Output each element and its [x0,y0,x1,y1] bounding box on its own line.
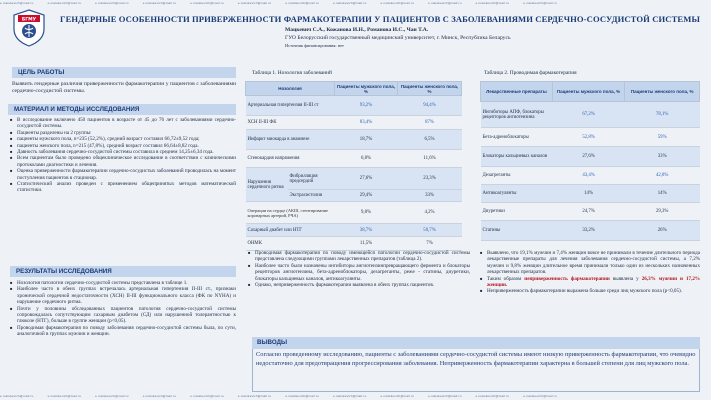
email-text: e.matskevich@mail.ru [285,1,319,5]
email-text: e.matskevich@mail.ru [142,394,177,398]
results-header: РЕЗУЛЬТАТЫ ИССЛЕДОВАНИЯ [10,266,236,277]
email-text: e.matskevich@mail.ru [95,394,129,398]
list-item: ■ Оценка приверженности фармакотерапии сердечно-сосудистых заболеваний проводилась на момент поступления пациентов в стационар. [10,168,236,181]
goal-text: Выявить гендерные различия приверженности фармакотерапии у пациентов с заболеваниями сердечно-сосудистой системы. [12,81,236,95]
table-header: Пациенты мужского пола, % [552,82,625,102]
university-logo [12,9,46,47]
list-item: ■ Проводимая фармакотерапия по поводу имеющейся патологии сердечно-сосудистой системы представлена следующими группами лекарственных препаратов (таблица 2). [248,250,470,263]
list-item: ■ пациенты мужского пола, n=235 (52,2%), средний возраст составил 66,72±9,52 года; [10,136,236,142]
email-strip-top [0,1,711,7]
table-header: Нозология [246,82,335,96]
list-item: ■ Статистический анализ проведен с применением общепринятых методов математической статистики. [10,181,236,194]
email-text: e.matskevich@mail.ru [380,1,415,5]
table-row: Стенокардия напряжения 6,8% 11,6% [246,150,462,168]
list-item: ■ Проводимая фармакотерапия по поводу заболевания сердечно-сосудистой системы была, по сути, аналогичной в группах мужчин и женщин. [10,325,236,338]
authors: Мацкевич С.А., Кожанова И.Н., Романова И.С., Чан Т.А. [285,27,429,33]
email-text: e.matskevich@mail.ru [428,1,462,5]
table-row: Экстрасистолия 29,4% 33% [246,190,462,202]
table-row: Диуретики 24,7% 29,3% [481,203,700,221]
results-list [10,280,236,338]
email-text: e.matskevich@mail.ru [0,1,34,5]
highlight-term: неприверженность фармакотерапии [524,275,610,282]
table-row: ХСН II-III ФК 83,4% 87% [246,116,462,130]
email-text: e.matskevich@mail.ru [142,1,177,5]
conclusions-header: ВЫВОДЫ [252,337,700,349]
list-item: ■ Наиболее часто в обеих группах встречалась артериальная гипертензия II-III ст., признаки хронической сердечной недостаточности (ХСН) II-III функционального класса (ФК по NYHA) и нарушение сердечного ритма. [10,286,236,305]
table-row: Сахарный диабет или НТГ 38,7% 50,7% [246,224,462,237]
table-row: Инфаркт миокарда в анамнезе 18,7% 6,5% [246,130,462,150]
list-item: ■ Неприверженность фармакотерапии выражена больше среди лиц мужского пола (p<0,05). [480,288,700,294]
list-item: ■ пациенты женского пола, n=215 (47,8%), средний возраст составил 66,64±8,82 года. [10,143,236,149]
table-row: Артериальная гипертензия II-III ст 93,2% 94,4% [246,96,462,116]
list-item: ■ Таким образом неприверженность фармакотерапии выявлена у 26,3% мужчин и 17,2% женщин. [480,276,700,289]
email-text: e.matskevich@mail.ru [523,394,557,398]
table-row: Операции на сердце (АКШ, стентирование коронарных артерий, РЧА) 9,8% 4,2% [246,202,462,224]
table-header: Пациенты мужского пола, % [335,82,398,96]
email-text: e.matskevich@mail.ru [190,394,224,398]
goal-header: ЦЕЛЬ РАБОТЫ [12,67,236,78]
svg-text:БГМУ: БГМУ [21,17,37,23]
email-text: e.matskevich@mail.ru [332,394,367,398]
list-item: ■ Пациенты разделены на 2 группы: [10,130,236,136]
email-text: e.matskevich@mail.ru [428,394,462,398]
email-text: e.matskevich@mail.ru [285,394,319,398]
table-row: Ингибиторы АПФ, блокаторы рецепторов ангиотензина 67,2% 78,1% [481,102,700,128]
email-text: e.matskevich@mail.ru [47,394,82,398]
table1 [245,81,462,251]
email-text: e.matskevich@mail.ru [190,1,224,5]
list-item: ■ Наиболее часто были назначены ингибиторы ангиотензинпревращающего фермента и блокаторы рецепторов ангиотензина, бета-адреноблокаторы, дезагреганты, реже - статины, диуретики, блокаторы кальциевых каналов, антикоагулянты. [248,263,470,282]
methods-header: МАТЕРИАЛ И МЕТОДЫ ИССЛЕДОВАНИЯ [8,104,236,115]
email-text: e.matskevich@mail.ru [475,1,510,5]
email-text: e.matskevich@mail.ru [523,1,557,5]
conclusions-text: Согласно проведенному исследованию, пациенты с заболеваниями сердечно-сосудистой системы имеют низкую приверженность фармакотерапии, что очевидно недостаточно для предотвращения прогрессирования заболевания. Неприверженность фармакотерапии характерна в большей степени для лиц мужского пола. [256,351,696,367]
email-text: e.matskevich@mail.ru [95,1,129,5]
list-item: ■ Всем пациентам было проведено общеклиническое исследование в соответствии с клиническими протоколами диагностики и лечения. [10,155,236,168]
list-item: ■ Почти у половины обследованных пациентов патология сердечно-сосудистой системы сопровождалась сопутствующим сахарным диабетом (СД) или нарушенной толерантностью к глюкозе (НТГ), больше в группе женщин (p<0,05). [10,306,236,325]
email-text: e.matskevich@mail.ru [0,394,34,398]
list-item: ■ В исследование включено 450 пациентов в возрасте от 45 до 76 лет с заболеваниями сердечно-сосудистой системы. [10,117,236,130]
table1-caption: Таблица 1. Нозология заболеваний [252,70,332,76]
affiliation: ГУО Белорусский государственный медицинский университет, г. Минск, Республика Беларусь [285,35,511,41]
list-item: ■ Однако, неприверженность фармакотерапии выявлена в обеих группах пациентов. [248,282,470,288]
email-text: e.matskevich@mail.ru [332,1,367,5]
email-text: e.matskevich@mail.ru [237,1,272,5]
email-text: e.matskevich@mail.ru [475,394,510,398]
table-row: Антикоагулянты 14% 14% [481,185,700,203]
email-text: e.matskevich@mail.ru [380,394,415,398]
table2-caption: Таблица 2. Проводимая фармакотерапия [484,70,577,76]
pharmacotherapy-list [248,250,470,288]
table-row: Нарушения сердечного ритма Фибрилляция предсердий 27,6% 23,3% [246,168,462,190]
table-row: Бета-адреноблокаторы 52,8% 59% [481,128,700,147]
highlight-values: 26,3% мужчин и 17,2% женщин. [487,275,700,289]
funding: Источник финансирования: нет [285,43,344,48]
table-row: Дезагреганты 43,4% 42,8% [481,167,700,185]
email-text: e.matskevich@mail.ru [47,1,82,5]
table-row: Статины 33,2% 26% [481,221,700,241]
adherence-list [480,250,700,295]
list-item: ■ Нозология патологии сердечно-сосудистой системы представлена в таблице 1. [10,280,236,286]
list-item: ■ Давность заболевания сердечно-сосудистой системы составила в среднем 14,25±6,34 года. [10,149,236,155]
list-item: ■ Выявлено, что 19,1% мужчин и 7,4% женщин вовсе не принимали в течение длительного периода лекарственные препараты для лечения заболевания сердечно-сосудистой системы, а 7,2% мужчин и 9,8% женщин длительное время принимали только один из нескольких назначенных лекарственных препаратов. [480,250,700,276]
email-text: e.matskevich@mail.ru [237,394,272,398]
table-row: Блокаторы кальциевых каналов 27,6% 33% [481,147,700,167]
table2 [480,81,700,241]
poster-title: ГЕНДЕРНЫЕ ОСОБЕННОСТИ ПРИВЕРЖЕННОСТИ ФАРМАКОТЕРАПИИ У ПАЦИЕНТОВ С ЗАБОЛЕВАНИЯМИ СЕРДЕЧНО-СОСУДИСТОЙ СИСТЕМЫ [60,14,701,24]
methods-list [10,117,236,194]
table-header: Лекарственные препараты [481,82,553,102]
email-strip-bottom [0,394,711,400]
table-header: Пациенты женского пола, % [398,82,462,96]
table-row: ОНМК 11,5% 7% [246,237,462,251]
table-header: Пациенты женского пола, % [625,82,700,102]
